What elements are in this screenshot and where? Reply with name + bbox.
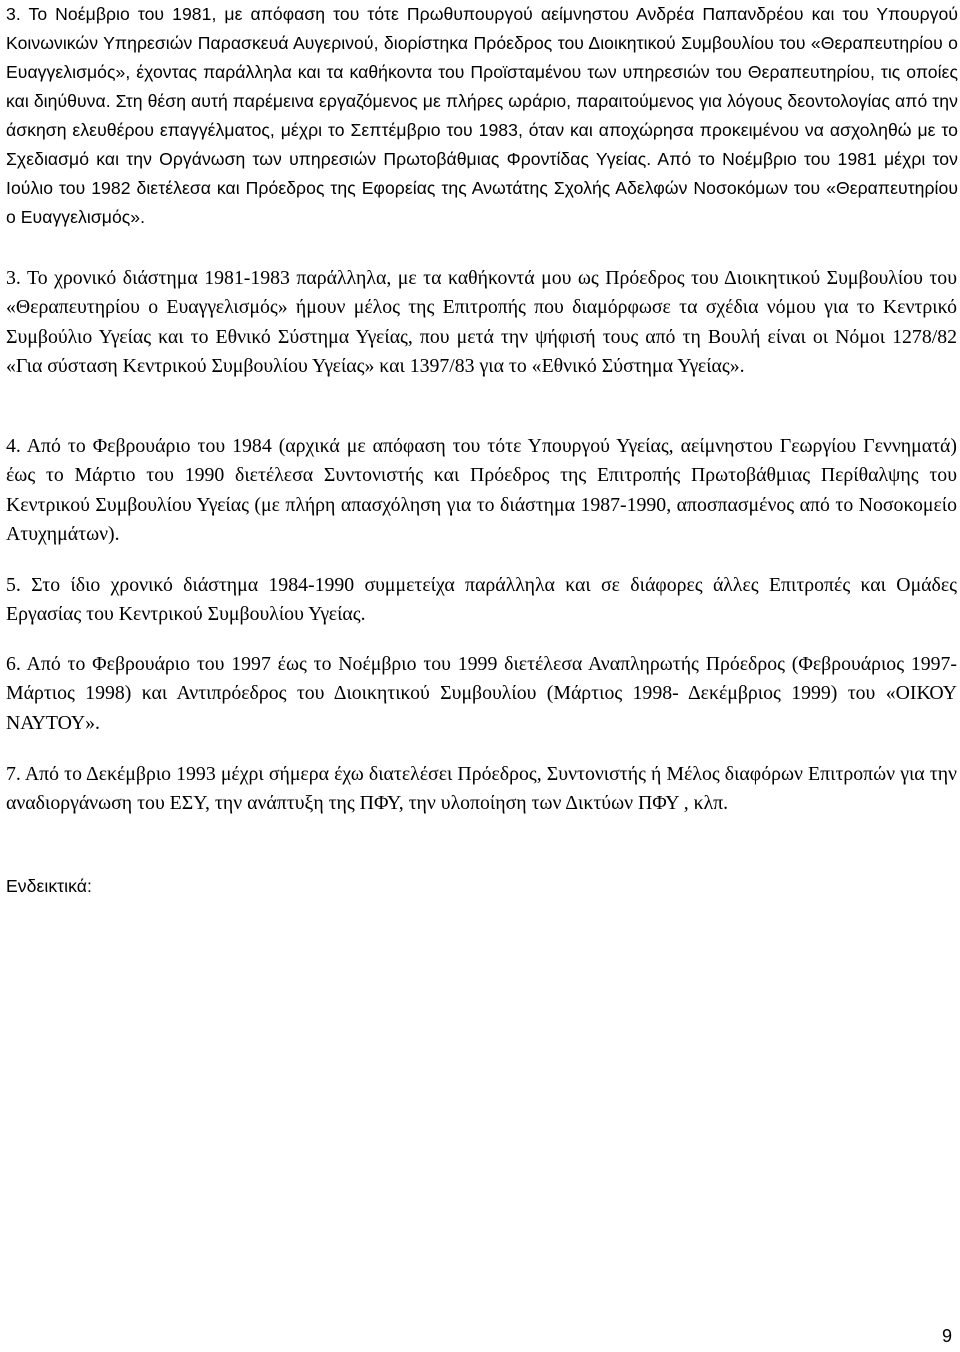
paragraph-item-3-appointment: 3. Το Νοέμβριο του 1981, με απόφαση του τότε Πρωθυπουργού αείμνηστου Ανδρέα Παπανδρέου και του Υπουργού Κοινωνικών Υπηρεσιών Παρασκευά Αυγερινού, διορίστηκα Πρόεδρος του Διοικητικού Συμβουλίου του «Θεραπευτηρίου ο Ευαγγελισμός», έχοντας παράλληλα και τα καθήκοντα του Προϊσταμένου των υπηρεσιών του Θεραπευτηρίου, τις οποίες και διηύθυνα. Στη θέση αυτή παρέμεινα εργαζόμενος με πλήρες ωράριο, παραιτούμενος για λόγους δεοντολογίας από την άσκηση ελευθέρου επαγγέλματος, μέχρι το Σεπτέμβριο του 1983, όταν και αποχώρησα προκειμένου να ασχοληθώ με το Σχεδιασμό και την Οργάνωση των υπηρεσιών Πρωτοβάθμιας Φροντίδας Υγείας. Από το Νοέμβριο του 1981 μέχρι τον Ιούλιο του 1982 διετέλεσα και Πρόεδρος της Εφορείας της Ανωτάτης Σχολής Αδελφών Νοσοκόμων του «Θεραπευτηρίου ο Ευαγγελισμός».: [6, 4, 958, 227]
paragraph-item-6-oikos-naftou: 6. Από το Φεβρουάριο του 1997 έως το Νοέμβριο του 1999 διετέλεσα Αναπληρωτής Πρόεδρος (Φεβρουάριος 1997-Μάρτιος 1998) και Αντιπρόεδρος του Διοικητικού Συμβουλίου (Μάρτιος 1998- Δεκέμβριος 1999) του «ΟΙΚΟΥ ΝΑΥΤΟΥ».: [6, 653, 957, 734]
page-number: 9: [941, 1326, 952, 1346]
paragraph-item-4-primary-care-committee: 4. Από το Φεβρουάριο του 1984 (αρχικά με απόφαση του τότε Υπουργού Υγείας, αείμνηστου Γεωργίου Γεννηματά) έως το Μάρτιο του 1990 διετέλεσα Συντονιστής και Πρόεδρος της Επιτροπής Πρωτοβάθμιας Περίθαλψης του Κεντρικού Συμβουλίου Υγείας (με πλήρη απασχόληση για το διάστημα 1987-1990, αποσπασμένος από το Νοσοκομείο Ατυχημάτων).: [6, 435, 957, 545]
paragraph-item-3-legislation-committee: 3. Το χρονικό διάστημα 1981-1983 παράλληλα, με τα καθήκοντά μου ως Πρόεδρος του Διοικητικού Συμβουλίου του «Θεραπευτηρίου ο Ευαγγελισμός» ήμουν μέλος της Επιτροπής που διαμόρφωσε τα σχέδια νόμου για το Κεντρικό Συμβούλιο Υγείας και το Εθνικό Σύστημα Υγείας, που μετά την ψήφισή τους από τη Βουλή είναι οι Νόμοι 1278/82 «Για σύσταση Κεντρικού Συμβουλίου Υγείας» και 1397/83 για το «Εθνικό Σύστημα Υγείας».: [6, 267, 957, 377]
paragraph-item-5-working-groups: 5. Στο ίδιο χρονικό διάστημα 1984-1990 συμμετείχα παράλληλα και σε διάφορες άλλες Επιτροπές και Ομάδες Εργασίας του Κεντρικού Συμβουλίου Υγείας.: [6, 574, 957, 626]
paragraph-item-7-esy-committees: 7. Από το Δεκέμβριο 1993 μέχρι σήμερα έχω διατελέσει Πρόεδρος, Συντονιστής ή Μέλος διαφόρων Επιτροπών για την αναδιοργάνωση του ΕΣΥ, την ανάπτυξη της ΠΦΥ, την υλοποίηση των Δικτύων ΠΦΥ , κλπ.: [6, 763, 957, 815]
paragraph-indicatively: Ενδεικτικά:: [6, 876, 92, 896]
